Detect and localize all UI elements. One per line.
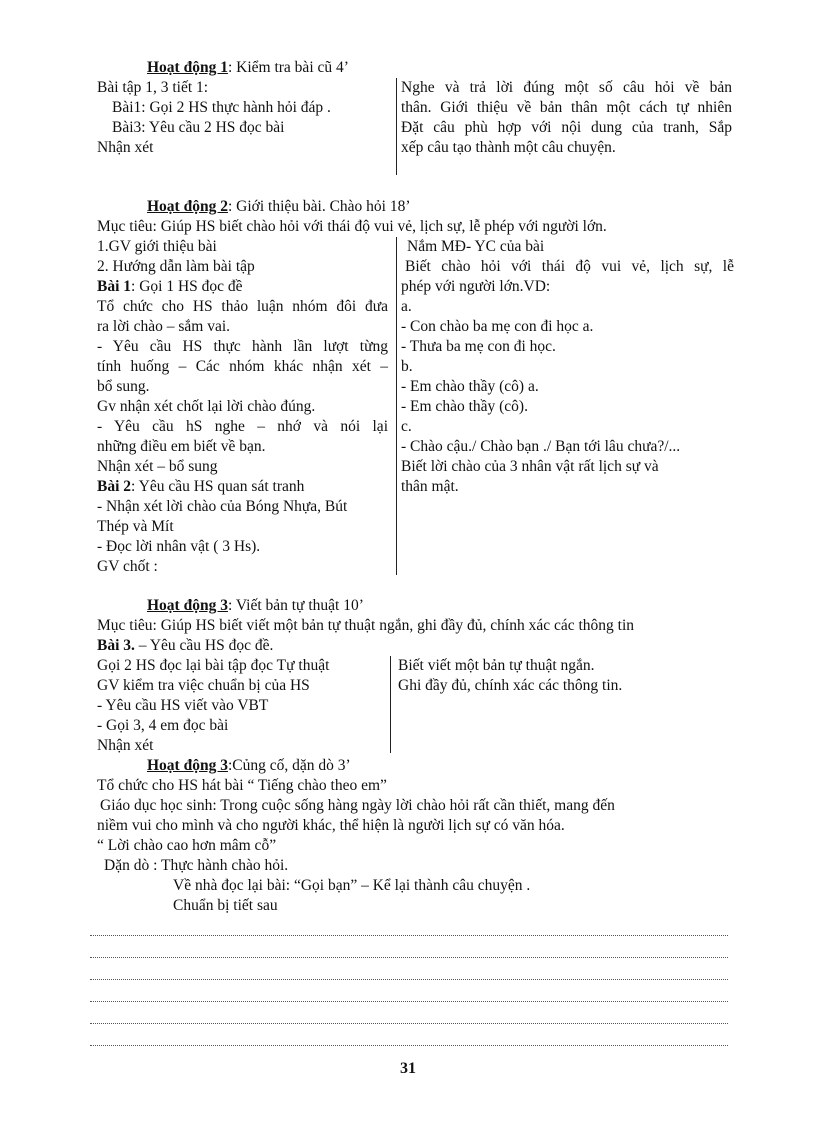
- activity-3-subtitle: : Viết bản tự thuật 10’: [227, 597, 364, 614]
- s2-right-line: c.: [401, 418, 412, 435]
- s2-right-line: thân mật.: [401, 478, 459, 495]
- s2-right-line: - Em chào thầy (cô).: [401, 398, 528, 415]
- s2-right-line: Biết lời chào của 3 nhân vật rất lịch sự và: [401, 458, 659, 475]
- activity-1-heading: [147, 58, 349, 78]
- s3-left-line: GV kiểm tra việc chuẩn bị của HS: [97, 677, 310, 694]
- s2-right-line: Nắm MĐ- YC của bài: [407, 238, 545, 255]
- s2-left-line: 1.GV giới thiệu bài: [97, 238, 217, 255]
- s4-line: Về nhà đọc lại bài: “Gọi bạn” – Kể lại thành câu chuyện .: [173, 877, 531, 894]
- s3-right-line: Biết viết một bản tự thuật ngắn.: [398, 657, 595, 674]
- s3-left-line: - Gọi 3, 4 em đọc bài: [97, 717, 229, 734]
- s2-left-line: - Đọc lời nhân vật ( 3 Hs).: [97, 538, 261, 555]
- s1-left-line: Bài1: Gọi 2 HS thực hành hỏi đáp .: [112, 99, 331, 116]
- s1-right-line: Nghe và trả lời đúng một số câu hỏi về bản: [401, 79, 732, 96]
- s2-left-line: tính huống – Các nhóm khác nhận xét –: [97, 358, 388, 375]
- note-line: [90, 957, 728, 958]
- s2-right-line: - Con chào ba mẹ con đi học a.: [401, 318, 594, 335]
- s3-left-line: Gọi 2 HS đọc lại bài tập đọc Tự thuật: [97, 657, 330, 674]
- s2-right-line: Biết chào hỏi với thái độ vui vẻ, lịch sự, lễ: [405, 258, 734, 275]
- s2-right-line: a.: [401, 298, 412, 315]
- s2-goal: Mục tiêu: Giúp HS biết chào hỏi với thái độ vui vẻ, lịch sự, lễ phép với người lớn.: [97, 218, 607, 235]
- note-line: [90, 1023, 728, 1024]
- s2-left-line: - Yêu cầu hS nghe – nhớ và nói lại: [97, 418, 388, 435]
- s1-left-line: Nhận xét: [97, 139, 154, 156]
- s2-right-line: - Chào cậu./ Chào bạn ./ Bạn tới lâu chưa?/...: [401, 438, 681, 455]
- s3-right-line: Ghi đầy đủ, chính xác các thông tin.: [398, 677, 623, 694]
- s4-line: “ Lời chào cao hơn mâm cỗ”: [97, 837, 277, 854]
- s1-left-line: Bài3: Yêu cầu 2 HS đọc bài: [112, 119, 285, 136]
- s4-line: Chuẩn bị tiết sau: [173, 897, 278, 914]
- s2-left-line: ra lời chào – sắm vai.: [97, 318, 231, 335]
- exercise-2-label: Bài 2: [97, 478, 132, 495]
- note-line: [90, 1001, 728, 1002]
- column-divider: [396, 78, 397, 175]
- column-divider: [396, 237, 397, 575]
- note-line: [90, 979, 728, 980]
- column-divider: [390, 656, 391, 753]
- s2-left-line: Nhận xét – bổ sung: [97, 458, 218, 475]
- s2-left-line: những điều em biết về bạn.: [97, 438, 266, 455]
- s2-right-line: b.: [401, 358, 413, 375]
- s4-line: Giáo dục học sinh: Trong cuộc sống hàng ngày lời chào hỏi rất cần thiết, mang đến: [100, 797, 615, 814]
- s2-left-column: [97, 237, 388, 577]
- s2-right-column: [401, 237, 734, 497]
- s2-left-line: bổ sung.: [97, 378, 150, 395]
- activity-1-title: Hoạt động 1: [147, 59, 228, 76]
- activity-4-heading: [147, 756, 351, 776]
- note-line: [90, 935, 728, 936]
- s3-task: [97, 636, 273, 656]
- activity-2-title: Hoạt động 2: [147, 198, 228, 215]
- exercise-1-label: Bài 1: [97, 278, 132, 295]
- s2-right-line: - Thưa ba mẹ con đi học.: [401, 338, 556, 355]
- page-number: 31: [400, 1060, 416, 1077]
- s3-left-line: - Yêu cầu HS viết vào VBT: [97, 697, 269, 714]
- s2-right-line: - Em chào thầy (cô) a.: [401, 378, 539, 395]
- s4-line: niềm vui cho mình và cho người khác, thể hiện là người lịch sự có văn hóa.: [97, 817, 565, 834]
- exercise-3-label: Bài 3.: [97, 637, 135, 654]
- s2-left-line: Tổ chức cho HS thảo luận nhóm đôi đưa: [97, 298, 388, 315]
- s1-right-line: Đặt câu phù hợp với nội dung của tranh, Sắp: [401, 119, 732, 136]
- exercise-1-text: : Gọi 1 HS đọc đề: [131, 278, 243, 295]
- activity-2-heading: [147, 197, 411, 217]
- activity-4-title: Hoạt động 3: [147, 757, 228, 774]
- s2-left-line: 2. Hướng dẫn làm bài tập: [97, 258, 255, 275]
- s1-right-line: xếp câu tạo thành một câu chuyện.: [401, 139, 616, 156]
- s2-left-line: - Nhận xét lời chào của Bóng Nhựa, Bút: [97, 498, 348, 515]
- activity-4-subtitle: :Củng cố, dặn dò 3’: [227, 757, 351, 774]
- s1-right-column: [401, 78, 732, 158]
- s4-line: Dặn dò : Thực hành chào hỏi.: [104, 857, 289, 874]
- exercise-2-text: : Yêu cầu HS quan sát tranh: [131, 478, 305, 495]
- s2-left-line: [97, 277, 388, 297]
- s2-left-line: [97, 477, 388, 497]
- note-line: [90, 1045, 728, 1046]
- s1-right-line: thân. Giới thiệu về bản thân một cách tự nhiên: [401, 99, 732, 116]
- s2-left-line: GV chốt :: [97, 558, 158, 575]
- activity-3-heading: [147, 596, 364, 616]
- exercise-3-text: – Yêu cầu HS đọc đề.: [134, 637, 274, 654]
- s2-left-line: Gv nhận xét chốt lại lời chào đúng.: [97, 398, 316, 415]
- activity-3-title: Hoạt động 3: [147, 597, 228, 614]
- s2-left-line: - Yêu cầu HS thực hành lần lượt từng: [97, 338, 388, 355]
- s4-line: Tổ chức cho HS hát bài “ Tiếng chào theo em”: [97, 777, 387, 794]
- s1-left-line: Bài tập 1, 3 tiết 1:: [97, 79, 209, 96]
- activity-1-subtitle: : Kiểm tra bài cũ 4’: [227, 59, 349, 76]
- activity-2-subtitle: : Giới thiệu bài. Chào hỏi 18’: [227, 198, 411, 215]
- s3-goal: Mục tiêu: Giúp HS biết viết một bản tự thuật ngắn, ghi đầy đủ, chính xác các thông tin: [97, 617, 635, 634]
- s2-left-line: Thép và Mít: [97, 518, 174, 535]
- s3-left-line: Nhận xét: [97, 737, 154, 754]
- s2-right-line: phép với người lớn.VD:: [401, 278, 551, 295]
